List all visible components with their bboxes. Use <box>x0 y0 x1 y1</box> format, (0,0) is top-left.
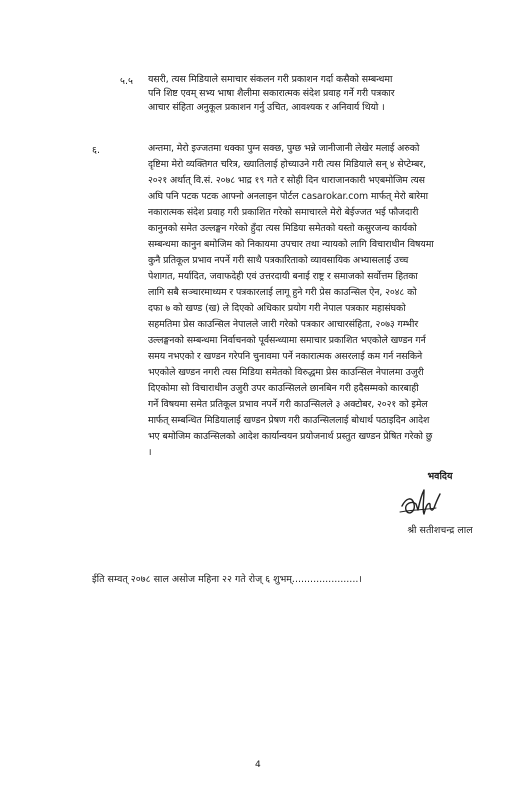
section-6-line: मार्फत् सम्बन्धित मिडियालाई खण्डन प्रेषण गरी काउन्सिललाई बोधार्थ पठाइदिन आदेश <box>148 415 430 426</box>
section-6-line: पेशागत, मर्यादित, जवाफदेही एवं उत्तरदायी बनाई राष्ट्र र समाजको सर्वोत्तम हितका <box>148 271 418 282</box>
section-55-line: आचार संहिता अनुकूल प्रकाशन गर्नु उचित, आवश्यक र अनिवार्य थियो । <box>148 102 385 113</box>
section-6-line: उल्लङ्घनको सम्बन्धमा निर्वाचनको पूर्वसन्ध्यामा समाचार प्रकाशित भएकोले खण्डन गर्न <box>148 335 426 346</box>
section-6-line: अघि पनि पटक पटक आफ्नो अनलाइन पोर्टल casarokar.com मार्फत् मेरो बारेमा <box>148 191 428 202</box>
section-6-line: दिएकोमा सो विचाराधीन उजुरी उपर काउन्सिलले छानबिन गरी हदैसम्मको कारबाही <box>148 383 419 394</box>
section-6-number: ६. <box>92 145 100 156</box>
section-6-line: कुनै प्रतिकूल प्रभाव नपर्ने गरी साथै पत्रकारिताको व्यावसायिक अभ्यासलाई उच्च <box>148 255 409 266</box>
section-6-line: लागि सबै सञ्चारमाध्यम र पत्रकारलाई लागू हुने गरी प्रेस काउन्सिल ऐन, २०४८ को <box>148 287 417 298</box>
section-6-line: दृष्टिमा मेरो व्यक्तिगत चरित्र, ख्यातिलाई होच्याउने गरी त्यस मिडियाले सन् ४ सेप्टेम्बर, <box>148 159 426 170</box>
section-6-line: गर्ने विषयमा समेत प्रतिकूल प्रभाव नपर्ने गरी काउन्सिलले ३ अक्टोबर, २०२१ को इमेल <box>148 399 428 410</box>
handwritten-signature <box>396 482 446 522</box>
closing-text: भवदिय <box>427 471 453 482</box>
section-6-line: भएकोले खण्डन नगरी त्यस मिडिया समेतको विरुद्धमा प्रेस काउन्सिल नेपालमा उजुरी <box>148 367 424 378</box>
section-6-line: कानुनको समेत उल्लङ्घन गरेको हुँदा त्यस मिडिया समेतको यस्तो कसुरजन्य कार्यको <box>148 223 417 234</box>
signatory-name: श्री सतीशचन्द्र लाल <box>407 525 473 536</box>
section-55-line: पनि शिष्ट एवम् सभ्य भाषा शैलीमा सकारात्मक संदेश प्रवाह गर्ने गरी पत्रकार <box>148 88 395 99</box>
section-6-line: सहमतिमा प्रेस काउन्सिल नेपालले जारी गरेको पत्रकार आचारसंहिता, २०७३ गम्भीर <box>148 319 419 330</box>
section-6-line: । <box>148 447 152 458</box>
section-6-line: समय नभएको र खण्डन गरेपनि चुनावमा पर्ने नकारात्मक असरलाई कम गर्न नसकिने <box>148 351 423 362</box>
section-6-line: २०२१ अर्थात् वि.सं. २०७८ भाद्र १९ गते र सोही दिन धाराजानकारी भएबमोजिम त्यस <box>148 175 425 186</box>
section-6-line: सम्बन्धमा कानुन बमोजिम को निकायमा उपचार तथा न्यायको लागि विचाराधीन विषयमा <box>148 239 434 250</box>
section-6-line: नकारात्मक संदेश प्रवाह गरी प्रकाशित गरेको समाचारले मेरो बेईज्जत भई फौजदारी <box>148 207 419 218</box>
section-6-line: भए बमोजिम काउन्सिलको आदेश कार्यान्वयन प्रयोजनार्थ प्रस्तुत खण्डन प्रेषित गरेको छु <box>148 431 433 442</box>
section-55-line: यसरी, त्यस मिडियाले समाचार संकलन गरी प्रकाशन गर्दा कसैको सम्बन्धमा <box>148 74 393 85</box>
dateline: ईति सम्वत् २०७८ साल असोज महिना २२ गते रोज् ६ शुभम्......................। <box>92 574 362 585</box>
section-6-line: अन्तमा, मेरो इज्जतमा धक्का पुग्न सक्छ, पुग्छ भन्ने जानीजानी लेखेर मलाई अरुको <box>148 143 420 154</box>
page-number: 4 <box>255 760 261 770</box>
section-55-number: ५.५ <box>120 76 133 87</box>
section-6-line: दफा ७ को खण्ड (ख) ले दिएको अधिकार प्रयोग गरी नेपाल पत्रकार महासंघको <box>148 303 406 314</box>
